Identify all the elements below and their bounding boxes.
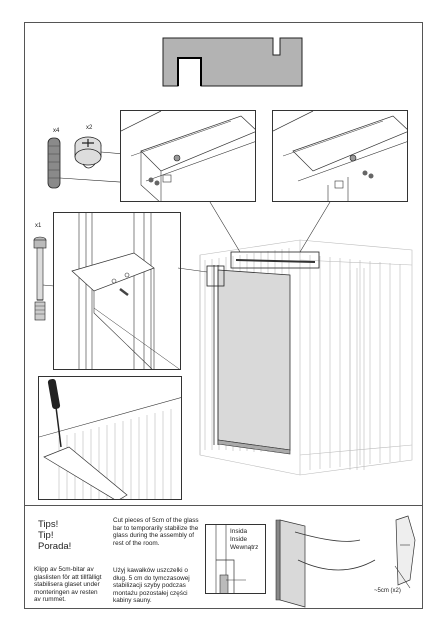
connector-qty: x2 — [86, 125, 93, 131]
tip-text-english: Cut pieces of 5cm of the glass bar to temporarily stabilize the glass during the assembly of rest of the room. — [113, 517, 199, 547]
tip-title-pl: Porada! — [38, 541, 72, 552]
tip-text-polish: Użyj kawałków uszczelki o dług. 5 cm do tymczasowej stabilizacji szyby podczas montażu pozostałej części kabiny sauny. — [113, 567, 190, 605]
dowel-qty: x4 — [53, 128, 60, 134]
inside-label-pl: Wewnątrz — [230, 544, 259, 551]
measure-label: ~5cm (x2) — [374, 588, 401, 594]
inside-label-en: Inside — [230, 536, 248, 543]
tip-title-en: Tip! — [38, 530, 54, 541]
tip-title-sv: Tips! — [38, 519, 59, 530]
bolt-qty: x1 — [35, 223, 42, 229]
inside-label-sv: Insida — [230, 528, 248, 535]
tip-text-swedish: Klipp av 5cm-bitar av glaslisten för att tillfälligt stabilisera glaset under monteringen av resten av rummet. — [34, 566, 102, 604]
glass-clip-icon — [396, 516, 415, 585]
